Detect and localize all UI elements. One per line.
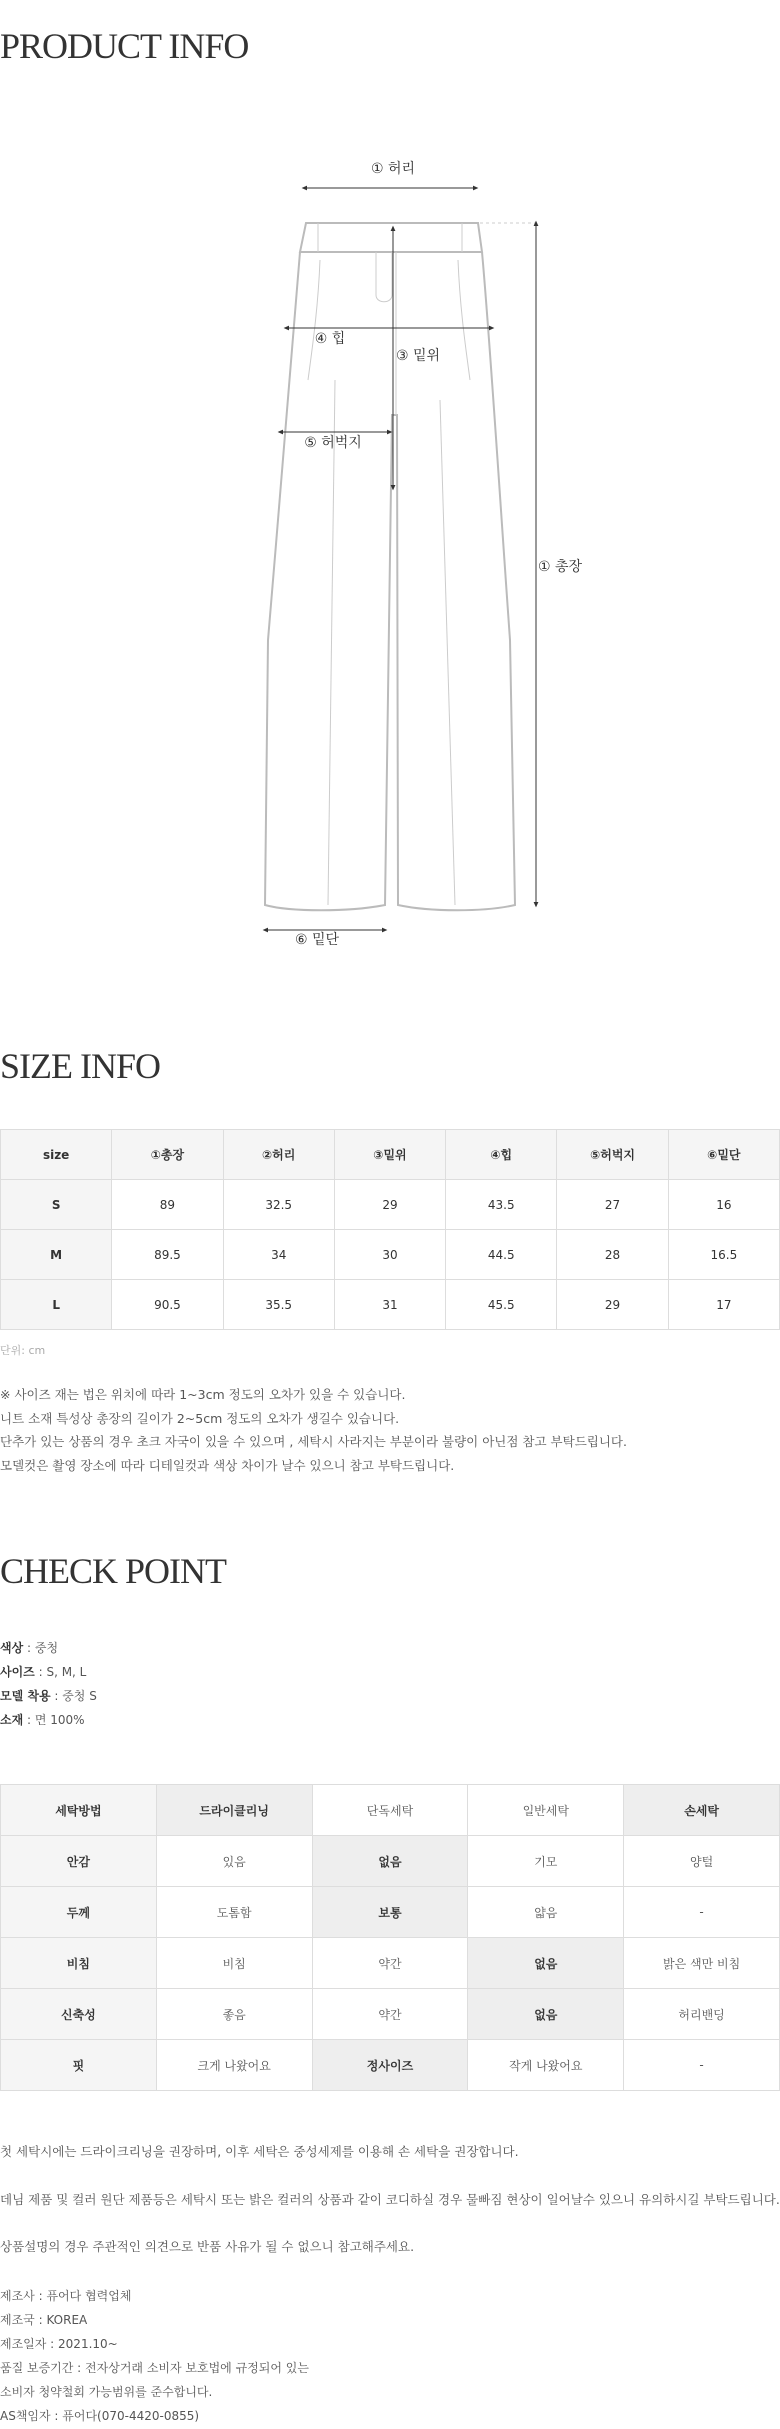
maker-line: 품질 보증기간 : 전자상거래 소비자 보호법에 규정되어 있는 (0, 2361, 309, 2375)
hem-label: ⑥ 밑단 (294, 932, 340, 948)
pants-outline (265, 223, 515, 910)
care-cell: 좋음 (156, 1989, 312, 2040)
care-paragraph: 데님 제품 및 컬러 원단 제품등은 세탁시 또는 밝은 컬러의 상품과 같이 코디하실 경우 물빠짐 현상이 일어날수 있으니 유의하시길 부탁드립니다. (0, 2192, 780, 2207)
size-header-cell: ⑤허벅지 (557, 1130, 668, 1180)
spec-value: : 중청 S (50, 1689, 97, 1703)
care-cell: 양털 (624, 1836, 780, 1887)
size-notes (0, 1383, 627, 1477)
care-paragraph: 상품설명의 경우 주관적인 의견으로 반품 사유가 될 수 없으니 참고해주세요. (0, 2239, 415, 2254)
size-cell: 29 (557, 1280, 668, 1330)
size-note: 모델컷은 촬영 장소에 따라 디테일컷과 색상 차이가 날수 있으니 참고 부탁드립니다. (0, 1457, 455, 1473)
care-row-label: 비침 (1, 1938, 157, 1989)
spec-row (0, 1708, 97, 1732)
size-cell: 27 (557, 1180, 668, 1230)
care-cell: 작게 나왔어요 (468, 2040, 624, 2091)
size-table-row (1, 1230, 780, 1280)
care-cell: 약간 (312, 1938, 468, 1989)
care-row-label: 두께 (1, 1887, 157, 1938)
care-cell: 비침 (156, 1938, 312, 1989)
maker-line: 소비자 청약철회 가능범위를 준수합니다. (0, 2385, 213, 2399)
size-header-cell: ⑥밑단 (668, 1130, 779, 1180)
size-cell: 90.5 (112, 1280, 223, 1330)
care-paragraph: 첫 세탁시에는 드라이크리닝을 권장하며, 이후 세탁은 중성세제를 이용해 손 세탁을 권장합니다. (0, 2144, 519, 2159)
care-row (1, 2040, 780, 2091)
size-header-cell: ④힙 (446, 1130, 557, 1180)
care-row-label: 세탁방법 (1, 1785, 157, 1836)
size-note: ※ 사이즈 재는 법은 위치에 따라 1~3cm 정도의 오차가 있을 수 있습니다. (0, 1387, 406, 1402)
size-header-cell: ②허리 (223, 1130, 334, 1180)
size-cell: 43.5 (446, 1180, 557, 1230)
size-cell: 17 (668, 1280, 779, 1330)
product-specs (0, 1636, 97, 1732)
care-cell: 정사이즈 (312, 2040, 468, 2091)
size-cell: 35.5 (223, 1280, 334, 1330)
care-cell: 일반세탁 (468, 1785, 624, 1836)
pants-measurement-diagram (0, 80, 780, 980)
waist-label: ① 허리 (370, 161, 416, 177)
care-cell: 허리밴딩 (624, 1989, 780, 2040)
maker-line: 제조일자 : 2021.10~ (0, 2337, 118, 2351)
length-label: ① 총장 (537, 559, 583, 575)
care-cell: 없음 (468, 1938, 624, 1989)
size-cell: 89.5 (112, 1230, 223, 1280)
size-cell: 34 (223, 1230, 334, 1280)
size-cell: 16.5 (668, 1230, 779, 1280)
hip-label: ④ 힙 (314, 331, 346, 347)
size-table-row (1, 1180, 780, 1230)
size-note: 단추가 있는 상품의 경우 초크 자국이 있을 수 있으며 , 세탁시 사라지는 부분이라 불량이 아닌점 참고 부탁드립니다. (0, 1434, 627, 1449)
size-cell: 29 (334, 1180, 445, 1230)
spec-label: 사이즈 (0, 1665, 35, 1679)
care-cell: - (624, 2040, 780, 2091)
spec-row (0, 1684, 97, 1708)
size-cell: 44.5 (446, 1230, 557, 1280)
care-row (1, 1887, 780, 1938)
care-cell: 손세탁 (624, 1785, 780, 1836)
size-table-header-row (1, 1130, 780, 1180)
care-cell: 기모 (468, 1836, 624, 1887)
care-cell: 도톰함 (156, 1887, 312, 1938)
spec-row (0, 1660, 97, 1684)
care-cell: 있음 (156, 1836, 312, 1887)
size-row-label: S (1, 1180, 112, 1230)
care-cell: 없음 (468, 1989, 624, 2040)
spec-label: 소재 (0, 1713, 24, 1727)
care-row (1, 1836, 780, 1887)
thigh-label: ⑤ 허벅지 (304, 435, 362, 451)
spec-label: 색상 (0, 1641, 24, 1655)
size-note: 니트 소재 특성상 총장의 길이가 2~5cm 정도의 오차가 생길수 있습니다. (0, 1410, 400, 1426)
spec-value: : S, M, L (34, 1665, 87, 1679)
check-point-heading: CHECK POINT (0, 1551, 227, 1591)
size-cell: 30 (334, 1230, 445, 1280)
size-cell: 45.5 (446, 1280, 557, 1330)
size-row-label: L (1, 1280, 112, 1330)
spec-value: : 면 100% (23, 1713, 85, 1727)
care-row (1, 1938, 780, 1989)
care-cell: 얇음 (468, 1887, 624, 1938)
care-table (0, 1784, 780, 2091)
rise-label: ③ 밑위 (395, 348, 441, 364)
care-row-label: 안감 (1, 1836, 157, 1887)
care-cell: 약간 (312, 1989, 468, 2040)
care-cell: 드라이클리닝 (156, 1785, 312, 1836)
size-header-cell: ③밑위 (334, 1130, 445, 1180)
size-info-heading: SIZE INFO (0, 1046, 160, 1086)
care-row (1, 1989, 780, 2040)
spec-label: 모델 착용 (0, 1689, 51, 1703)
care-cell: 없음 (312, 1836, 468, 1887)
maker-line: AS책임자 : 퓨어다(070-4420-0855) (0, 2409, 200, 2423)
size-header-cell: ①총장 (112, 1130, 223, 1180)
care-cell: - (624, 1887, 780, 1938)
care-cell: 보통 (312, 1887, 468, 1938)
size-table (0, 1129, 780, 1330)
spec-row (0, 1636, 97, 1660)
spec-value: : 중청 (23, 1641, 59, 1655)
care-row (1, 1785, 780, 1836)
care-cell: 단독세탁 (312, 1785, 468, 1836)
care-row-label: 신축성 (1, 1989, 157, 2040)
size-cell: 28 (557, 1230, 668, 1280)
size-header-cell: size (1, 1130, 112, 1180)
pants-detail-lines (308, 223, 535, 905)
maker-line: 제조사 : 퓨어다 협력업체 (0, 2289, 132, 2303)
care-cell: 크게 나왔어요 (156, 2040, 312, 2091)
size-cell: 16 (668, 1180, 779, 1230)
maker-info (0, 2284, 309, 2428)
size-table-row (1, 1280, 780, 1330)
care-row-label: 핏 (1, 2040, 157, 2091)
product-info-heading: PRODUCT INFO (0, 26, 249, 66)
maker-line: 제조국 : KOREA (0, 2313, 88, 2327)
care-cell: 밝은 색만 비침 (624, 1938, 780, 1989)
size-cell: 32.5 (223, 1180, 334, 1230)
size-row-label: M (1, 1230, 112, 1280)
unit-note: 단위: cm (0, 1344, 46, 1357)
size-cell: 31 (334, 1280, 445, 1330)
size-cell: 89 (112, 1180, 223, 1230)
